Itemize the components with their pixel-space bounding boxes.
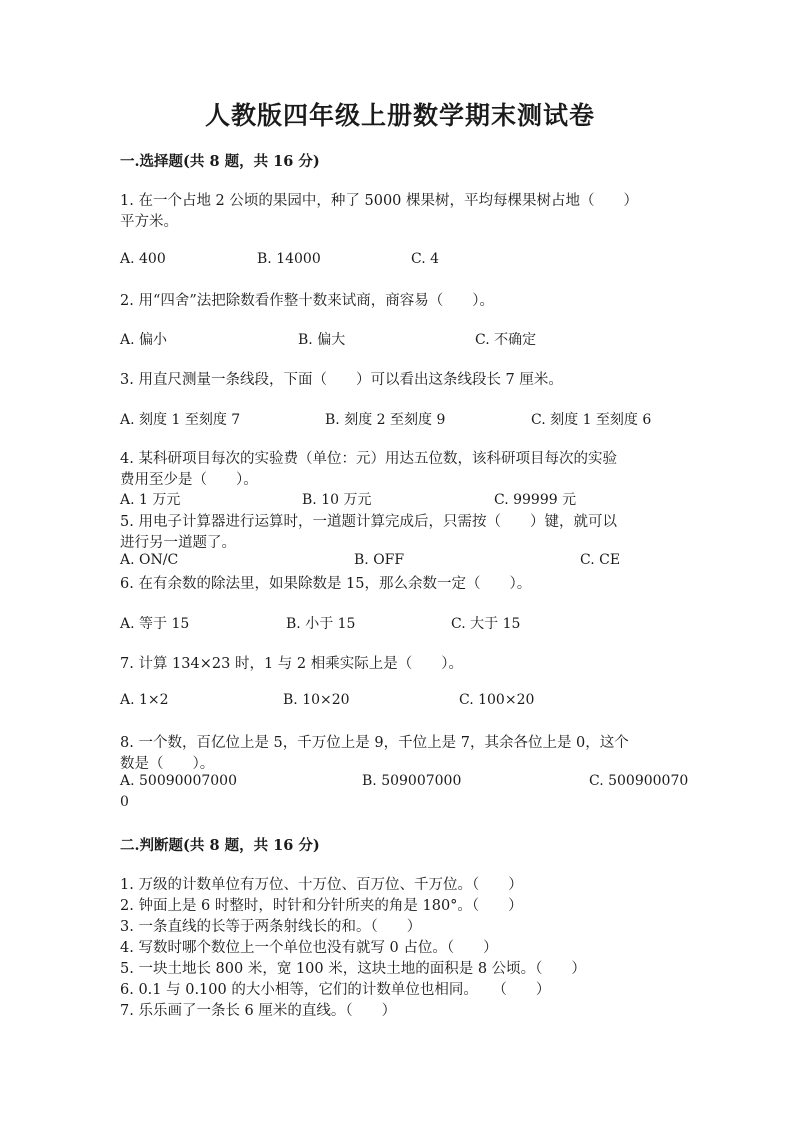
page-title: 人教版四年级上册数学期末测试卷 xyxy=(204,101,595,130)
question-7-option-b: B. 10×20 xyxy=(283,692,350,708)
question-4-line-2: 费用至少是（ ）。 xyxy=(120,472,258,488)
question-5-option-b: B. OFF xyxy=(354,552,405,568)
question-6-option-c: C. 大于 15 xyxy=(451,616,521,632)
question-6-option-b: B. 小于 15 xyxy=(286,616,356,632)
question-5-option-c: C. CE xyxy=(580,552,621,568)
question-3-option-a: A. 刻度 1 至刻度 7 xyxy=(120,412,241,428)
question-7-line-1: 7. 计算 134×23 时，1 与 2 相乘实际上是（ ）。 xyxy=(120,656,463,672)
question-1-line-1: 1. 在一个占地 2 公顷的果园中，种了 5000 棵果树，平均每棵果树占地（ ） xyxy=(120,193,639,209)
question-3-option-b: B. 刻度 2 至刻度 9 xyxy=(325,412,446,428)
judgement-item-2: 2. 钟面上是 6 时整时，时针和分针所夹的角是 180°。（ ） xyxy=(120,898,523,914)
question-2-option-a: A. 偏小 xyxy=(120,332,168,348)
question-1-option-b: B. 14000 xyxy=(257,251,321,267)
question-1-option-a: A. 400 xyxy=(120,251,166,267)
question-8-option-a: A. 50090007000 xyxy=(120,773,237,789)
question-8-option-b: B. 509007000 xyxy=(362,773,462,789)
question-3-option-c: C. 刻度 1 至刻度 6 xyxy=(531,412,652,428)
judgement-item-3: 3. 一条直线的长等于两条射线长的和。（ ） xyxy=(120,919,422,935)
question-7-option-c: C. 100×20 xyxy=(459,692,535,708)
question-1-line-2: 平方米。 xyxy=(120,214,178,230)
question-2-line-1: 2. 用“四舍”法把除数看作整十数来试商，商容易（ ）。 xyxy=(120,293,495,309)
question-3-line-1: 3. 用直尺测量一条线段，下面（ ）可以看出这条线段长 7 厘米。 xyxy=(120,372,563,388)
question-8-line-2: 数是（ ）。 xyxy=(120,756,215,772)
question-4-option-c: C. 99999 元 xyxy=(494,492,577,508)
judgement-item-5: 5. 一块土地长 800 米，宽 100 米，这块土地的面积是 8 公顷。（ ） xyxy=(120,961,586,977)
question-2-option-c: C. 不确定 xyxy=(475,332,537,348)
question-1-option-c: C. 4 xyxy=(411,251,440,267)
question-6-option-a: A. 等于 15 xyxy=(120,616,190,632)
question-8-option-c: C. 500900070 xyxy=(589,773,689,789)
section-heading-choice: 一.选择题(共 8 题，共 16 分) xyxy=(120,153,320,170)
question-4-option-a: A. 1 万元 xyxy=(120,492,181,508)
question-5-option-a: A. ON/C xyxy=(120,552,179,568)
question-5-line-1: 5. 用电子计算器进行运算时，一道题计算完成后，只需按（ ）键，就可以 xyxy=(120,514,617,530)
judgement-item-7: 7. 乐乐画了一条长 6 厘米的直线。（ ） xyxy=(120,1003,397,1019)
question-8-line-1: 8. 一个数，百亿位上是 5，千万位上是 9，千位上是 7，其余各位上是 0，这个 xyxy=(120,735,629,751)
judgement-item-4: 4. 写数时哪个数位上一个单位也没有就写 0 占位。（ ） xyxy=(120,940,498,956)
question-8-option-c-wrap: 0 xyxy=(120,794,129,810)
question-4-line-1: 4. 某科研项目每次的实验费（单位：元）用达五位数，该科研项目每次的实验 xyxy=(120,451,617,467)
question-5-line-2: 进行另一道题了。 xyxy=(120,535,236,551)
judgement-item-6: 6. 0.1 与 0.100 的大小相等，它们的计数单位也相同。 （ ） xyxy=(120,982,551,998)
section-heading-judgement: 二.判断题(共 8 题，共 16 分) xyxy=(120,837,320,854)
question-6-line-1: 6. 在有余数的除法里，如果除数是 15，那么余数一定（ ）。 xyxy=(120,576,532,592)
question-4-option-b: B. 10 万元 xyxy=(302,492,372,508)
question-2-option-b: B. 偏大 xyxy=(298,332,346,348)
judgement-item-1: 1. 万级的计数单位有万位、十万位、百万位、千万位。（ ） xyxy=(120,877,523,893)
question-7-option-a: A. 1×2 xyxy=(120,692,169,708)
